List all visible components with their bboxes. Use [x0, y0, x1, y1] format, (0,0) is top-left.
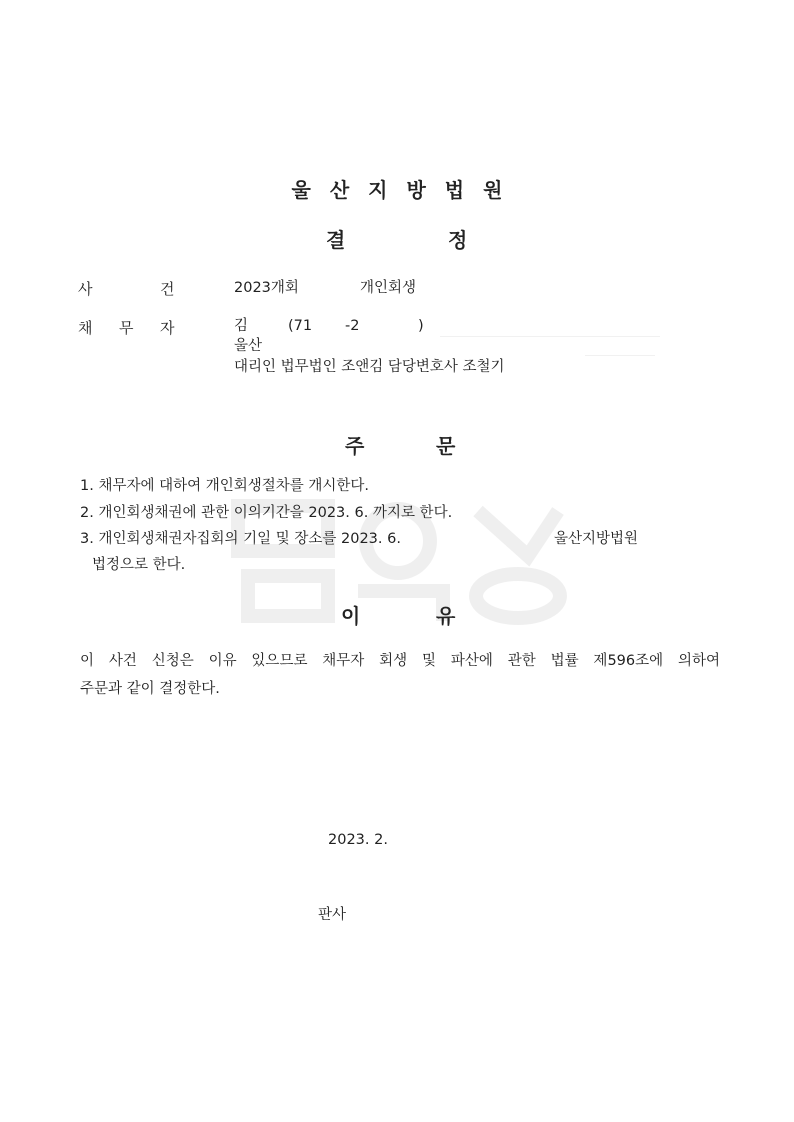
order-heading-left: 주 [345, 434, 365, 458]
debtor-id-mid: -2 [345, 318, 360, 334]
reason-line-2: 주문과 같이 결정한다. [80, 681, 220, 697]
debtor-address: 울산 [234, 338, 263, 354]
reason-line-1: 이 사건 신청은 이유 있으므로 채무자 회생 및 파산에 관한 법률 제596조에 의하여 [80, 653, 720, 669]
order-heading-right: 문 [436, 434, 456, 458]
doc-type-right: 정 [448, 228, 468, 252]
redaction-mark [585, 355, 655, 356]
reason-heading-left: 이 [341, 604, 361, 628]
decision-date: 2023. 2. [328, 832, 388, 848]
debtor-name: 김 [234, 318, 249, 334]
redaction-mark [440, 336, 660, 337]
order-item-3-continuation: 법정으로 한다. [92, 557, 186, 573]
debtor-id-open: (71 [288, 318, 313, 334]
doc-type-left: 결 [326, 228, 346, 252]
debtor-label-char-2: 무 [119, 319, 134, 337]
case-number: 2023개회 [234, 280, 299, 296]
order-item-2: 2. 개인회생채권에 관한 이의기간을 2023. 6. 까지로 한다. [80, 505, 453, 521]
judge-label: 판사 [318, 907, 347, 923]
debtor-agent: 대리인 법무법인 조앤김 담당변호사 조철기 [234, 359, 505, 375]
case-label-char-2: 건 [160, 280, 175, 298]
case-type: 개인회생 [360, 280, 417, 296]
debtor-id-close: ) [418, 318, 424, 334]
order-item-3-place: 울산지방법원 [554, 531, 639, 547]
debtor-label-char-3: 자 [160, 319, 175, 337]
reason-heading-right: 유 [436, 604, 456, 628]
case-label-char-1: 사 [78, 280, 93, 298]
debtor-label-char-1: 채 [78, 319, 93, 337]
order-item-1: 1. 채무자에 대하여 개인회생절차를 개시한다. [80, 478, 370, 494]
order-item-3: 3. 개인회생채권자집회의 기일 및 장소를 2023. 6. [80, 531, 401, 547]
court-name: 울산지방법원 [291, 178, 522, 202]
